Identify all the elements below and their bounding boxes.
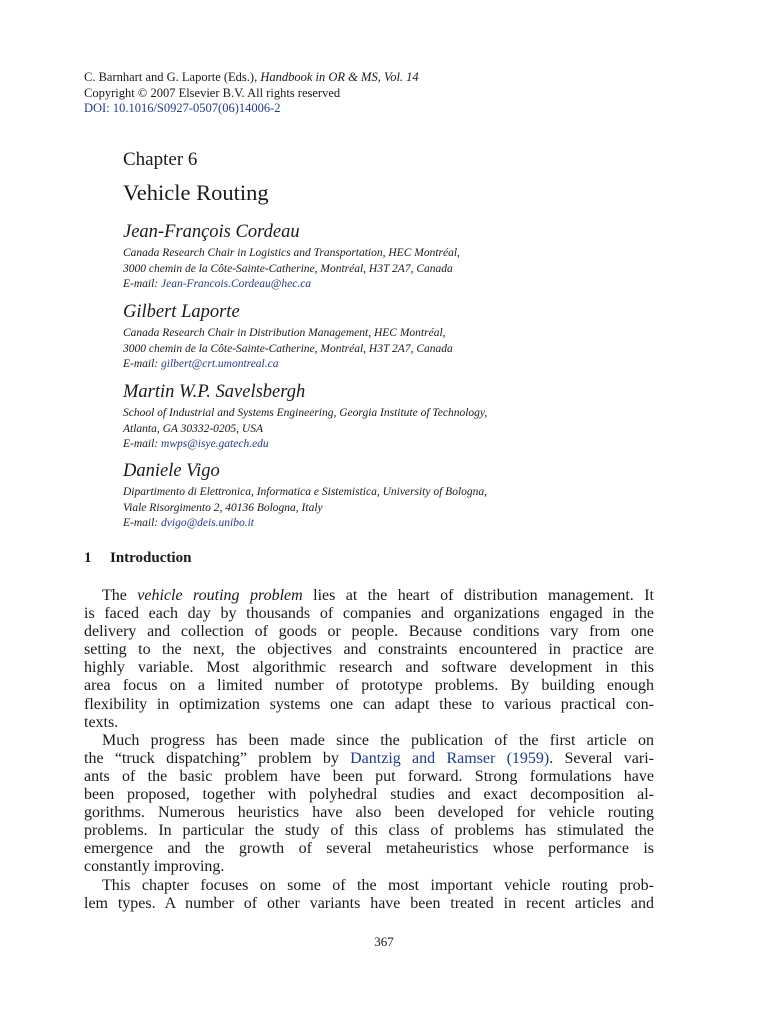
text-span: the “truck dispatching” problem by — [84, 749, 351, 767]
email-link[interactable]: gilbert@crt.umontreal.ca — [161, 358, 279, 370]
section-title: Introduction — [110, 550, 192, 566]
page-number: 367 — [374, 934, 394, 949]
author-block — [123, 381, 703, 453]
author-affiliation — [123, 326, 703, 373]
email-label: E-mail: — [123, 278, 159, 290]
author-name: Daniele Vigo — [123, 461, 220, 481]
text-line: Much progress has been made since the publication of the first article on — [102, 731, 654, 749]
text-line: area focus on a limited number of prototype problems. By building enough — [84, 677, 654, 695]
email-label: E-mail: — [123, 358, 159, 370]
publication-header — [84, 70, 684, 117]
text-line — [84, 750, 654, 768]
author-affiliation — [123, 246, 703, 293]
affiliation-line: Dipartimento di Elettronica, Informatica e Sistemistica, University of Bologna, — [123, 486, 488, 498]
affiliation-line: Canada Research Chair in Distribution Management, HEC Montréal, — [123, 327, 446, 339]
text-line: flexibility in optimization systems one can adapt these to various practical con- — [84, 695, 654, 713]
affiliation-line: School of Industrial and Systems Engineering, Georgia Institute of Technology, — [123, 407, 488, 419]
author-block — [123, 460, 703, 532]
email-label: E-mail: — [123, 517, 159, 529]
text-span: lies at the heart of distribution management. It — [302, 587, 654, 604]
text-line: problems. In particular the study of this class of problems has stimulated the — [84, 822, 654, 840]
text-line: delivery and collection of goods or people. Because conditions vary from one — [84, 623, 654, 641]
doi-value[interactable]: : 10.1016/S0927-0507(06)14006-2 — [106, 101, 281, 115]
body-text — [84, 587, 654, 913]
text-line: been proposed, together with polyhedral studies and exact decomposition al- — [84, 786, 654, 804]
affiliation-line: 3000 chemin de la Côte-Sainte-Catherine, Montréal, H3T 2A7, Canada — [123, 342, 453, 355]
email-line — [123, 357, 703, 373]
author-affiliation — [123, 406, 703, 453]
emphasized-term: vehicle routing problem — [137, 587, 303, 604]
email-line — [123, 437, 703, 453]
text-line: setting to the next, the objectives and constraints encountered in practice are — [84, 641, 654, 659]
editors-text: C. Barnhart and G. Laporte (Eds.), — [84, 70, 258, 84]
citation-line — [84, 70, 684, 86]
text-line: texts. — [84, 713, 119, 731]
doi-label[interactable]: DOI — [84, 101, 107, 115]
email-link[interactable]: Jean-Francois.Cordeau@hec.ca — [161, 278, 312, 290]
author-block — [123, 221, 703, 293]
affiliation-line: Canada Research Chair in Logistics and Transportation, HEC Montréal, — [123, 247, 460, 259]
section-number: 1 — [84, 550, 92, 566]
doi-line[interactable] — [84, 101, 684, 117]
email-link[interactable]: mwps@isye.gatech.edu — [161, 438, 269, 450]
author-name: Martin W.P. Savelsbergh — [123, 382, 306, 402]
affiliation-line: Viale Risorgimento 2, 40136 Bologna, Italy — [123, 501, 323, 514]
copyright-line: Copyright © 2007 Elsevier B.V. All rights reserved — [84, 85, 341, 100]
email-line — [123, 277, 703, 293]
citation-link[interactable]: Dantzig and Ramser (1959) — [350, 749, 550, 767]
affiliation-line: 3000 chemin de la Côte-Sainte-Catherine, Montréal, H3T 2A7, Canada — [123, 262, 453, 275]
author-name: Jean-François Cordeau — [123, 222, 300, 242]
chapter-title: Vehicle Routing — [123, 180, 269, 205]
affiliation-line: Atlanta, GA 30332-0205, USA — [123, 422, 264, 435]
text-span: . Several vari- — [549, 749, 654, 767]
text-line: emergence and the growth of several metaheuristics whose performance is — [84, 840, 654, 858]
email-label: E-mail: — [123, 438, 159, 450]
text-line: is faced each day by thousands of companies and organizations engaged in the — [84, 605, 654, 623]
book-title: Handbook in OR & MS, Vol. 14 — [260, 70, 419, 84]
text-line: constantly improving. — [84, 858, 225, 876]
text-span: The — [102, 587, 138, 604]
text-line: ants of the basic problem have been put forward. Strong formulations have — [84, 767, 654, 785]
section-heading — [84, 548, 191, 568]
text-line: This chapter focuses on some of the most important vehicle routing prob- — [102, 876, 654, 894]
text-line — [84, 587, 654, 605]
author-block — [123, 301, 703, 373]
author-name: Gilbert Laporte — [123, 302, 240, 322]
email-line — [123, 516, 703, 532]
email-link[interactable]: dvigo@deis.unibo.it — [161, 517, 255, 529]
text-line: gorithms. Numerous heuristics have also been developed for vehicle routing — [84, 804, 654, 822]
text-line: highly variable. Most algorithmic research and software development in this — [84, 659, 654, 677]
author-affiliation — [123, 485, 703, 532]
chapter-label: Chapter 6 — [123, 149, 198, 170]
text-line: lem types. A number of other variants have been treated in recent articles and — [84, 894, 654, 912]
